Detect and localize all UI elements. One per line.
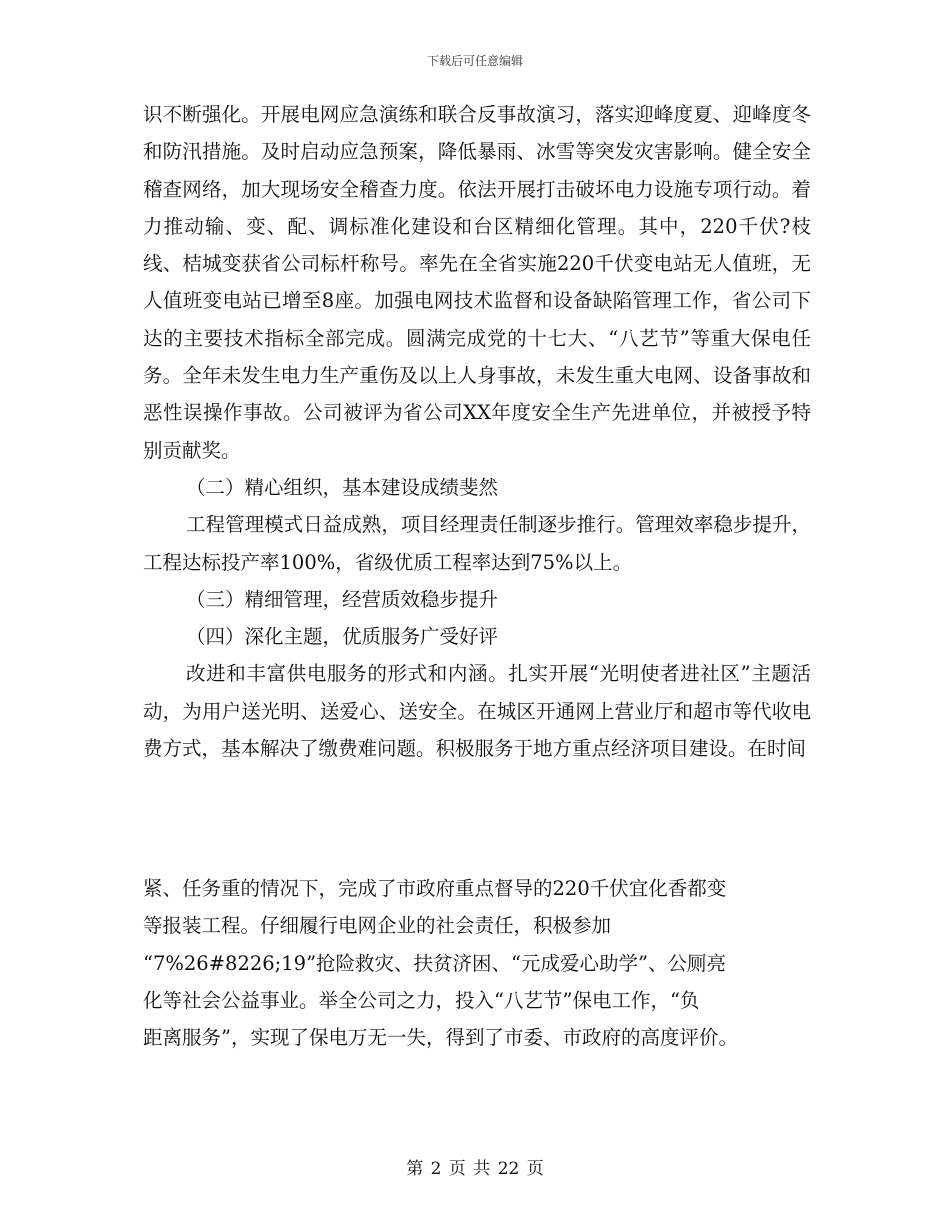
paragraph-safety: 识不断强化。开展电网应急演练和联合反事故演习，落实迎峰度夏、迎峰度冬和防汛措施。及时启动应急预案，降低暴雨、冰雪等突发灾害影响。健全安全稽查网络，加大现场安全稽查力度。依法开展打击破坏电力设施专项行动。着力推动输、变、配、调标准化建设和台区精细化管理。其中，220千伏?枝线、桔城变获省公司标杆称号。率先在全省实施220千伏变电站无人值班，无人值班变电站已增至8座。加强电网技术监督和设备缺陷管理工作，省公司下达的主要技术指标全部完成。圆满完成党的十七大、“八艺节”等重大保电任务。全年未发生电力生产重伤及以上人身事故，未发生重大电网、设备事故和恶性误操作事故。公司被评为省公司XX年度安全生产先进单位，并被授予特别贡献奖。 xyxy=(143,103,811,462)
section-heading-3: （三）精细管理，经营质效稳步提升 xyxy=(186,587,499,611)
section-heading-2: （二）精心组织，基本建设成绩斐然 xyxy=(186,475,499,499)
paragraph-engineering: 工程管理模式日益成熟，项目经理责任制逐步推行。管理效率稳步提升，工程达标投产率100%，省级优质工程率达到75%以上。 xyxy=(143,513,811,574)
page-number-footer: 第 2 页 共 22 页 xyxy=(406,1159,544,1179)
paragraph-service: 改进和丰富供电服务的形式和内涵。扎实开展“光明使者进社区”主题活动，为用户送光明、送爱心、送安全。在城区开通网上营业厅和超市等代收电费方式，基本解决了缴费难问题。积极服务于地方重点经济项目建设。在时间 xyxy=(143,662,811,761)
page-header: 下载后可任意编辑 xyxy=(426,54,523,68)
text-line: 距离服务”，实现了保电万无一失，得到了市委、市政府的高度评价。 xyxy=(143,1026,738,1050)
text-line: 紧、任务重的情况下，完成了市政府重点督导的220千伏宜化香都变 xyxy=(143,877,727,900)
text-line: 化等社会公益事业。举全公司之力，投入“八艺节”保电工作，“负 xyxy=(143,988,700,1012)
document-body-lower xyxy=(143,870,811,1056)
text-line: “7%26#8226;19”抢险救灾、扶贫济困、“元成爱心助学”、公厕亮 xyxy=(143,951,726,975)
section-heading-4: （四）深化主题，优质服务广受好评 xyxy=(186,625,499,649)
document-body-upper xyxy=(143,96,811,767)
text-line: 等报装工程。仔细履行电网企业的社会责任，积极参加 xyxy=(143,914,612,938)
